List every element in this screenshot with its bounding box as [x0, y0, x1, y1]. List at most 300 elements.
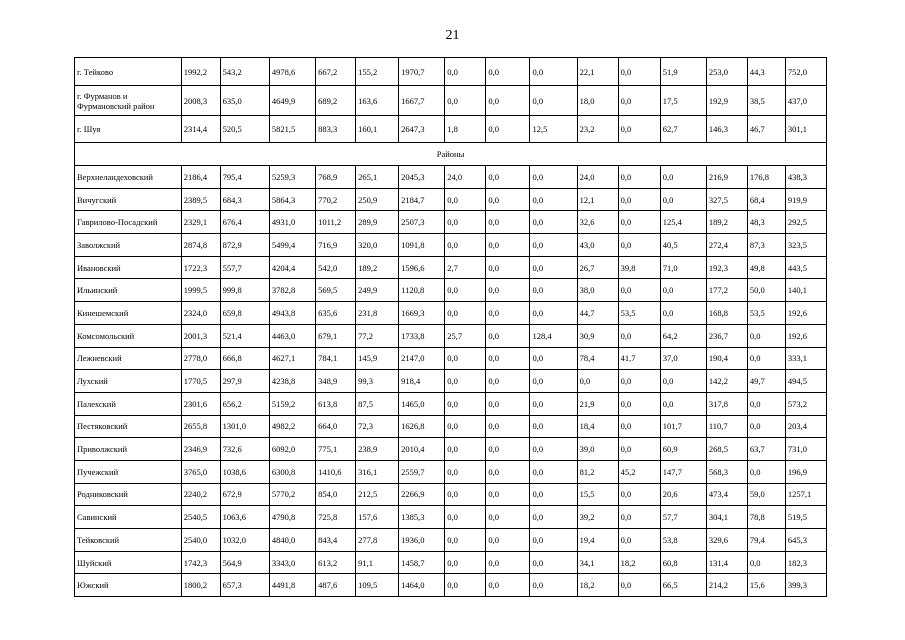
cell-value: 1770,5 — [181, 370, 220, 393]
cell-value: 72,3 — [356, 415, 399, 438]
cell-value: 304,1 — [706, 506, 747, 529]
cell-value: 521,4 — [220, 324, 269, 347]
table-row — [75, 188, 827, 211]
cell-value: 39,0 — [577, 438, 618, 461]
cell-value: 1301,0 — [220, 415, 269, 438]
cell-value: 1970,7 — [399, 58, 445, 86]
table-row — [75, 302, 827, 325]
cell-value: 0,0 — [445, 483, 486, 506]
cell-value: 0,0 — [486, 415, 530, 438]
cell-value: 78,4 — [577, 347, 618, 370]
cell-value: 0,0 — [445, 302, 486, 325]
cell-value: 18,4 — [577, 415, 618, 438]
cell-value: 214,2 — [706, 574, 747, 597]
cell-value: 854,0 — [316, 483, 356, 506]
cell-value: 0,0 — [486, 392, 530, 415]
cell-value: 3765,0 — [181, 460, 220, 483]
cell-value: 1669,3 — [399, 302, 445, 325]
cell-value: 784,1 — [316, 347, 356, 370]
cell-value: 2010,4 — [399, 438, 445, 461]
cell-value: 20,6 — [660, 483, 706, 506]
cell-value: 2540,0 — [181, 529, 220, 552]
cell-value: 2045,3 — [399, 166, 445, 189]
cell-value: 46,7 — [747, 116, 785, 143]
cell-value: 656,2 — [220, 392, 269, 415]
row-name: Ивановский — [75, 256, 182, 279]
cell-value: 160,1 — [356, 116, 399, 143]
row-name: Савинский — [75, 506, 182, 529]
cell-value: 316,1 — [356, 460, 399, 483]
row-name: Лухский — [75, 370, 182, 393]
cell-value: 443,5 — [785, 256, 826, 279]
cell-value: 203,4 — [785, 415, 826, 438]
cell-value: 543,2 — [220, 58, 269, 86]
table-body-districts — [75, 166, 827, 597]
cell-value: 0,0 — [530, 392, 577, 415]
cell-value: 1410,6 — [316, 460, 356, 483]
cell-value: 1667,7 — [399, 86, 445, 116]
cell-value: 12,5 — [530, 116, 577, 143]
cell-value: 0,0 — [530, 415, 577, 438]
cell-value: 0,0 — [445, 58, 486, 86]
cell-value: 0,0 — [530, 483, 577, 506]
cell-value: 1464,0 — [399, 574, 445, 597]
cell-value: 1458,7 — [399, 551, 445, 574]
cell-value: 0,0 — [530, 347, 577, 370]
cell-value: 43,0 — [577, 234, 618, 257]
row-name: г. Тейково — [75, 58, 182, 86]
cell-value: 277,8 — [356, 529, 399, 552]
cell-value: 0,0 — [445, 506, 486, 529]
cell-value: 131,4 — [706, 551, 747, 574]
cell-value: 1091,8 — [399, 234, 445, 257]
cell-value: 60,8 — [660, 551, 706, 574]
cell-value: 168,8 — [706, 302, 747, 325]
cell-value: 3782,8 — [269, 279, 315, 302]
cell-value: 725,8 — [316, 506, 356, 529]
cell-value: 0,0 — [618, 116, 660, 143]
cell-value: 775,1 — [316, 438, 356, 461]
table-row — [75, 86, 827, 116]
cell-value: 0,0 — [530, 460, 577, 483]
cell-value: 51,9 — [660, 58, 706, 86]
cell-value: 0,0 — [660, 166, 706, 189]
cell-value: 21,9 — [577, 392, 618, 415]
row-name: Пестяковский — [75, 415, 182, 438]
cell-value: 0,0 — [530, 256, 577, 279]
table-row — [75, 483, 827, 506]
cell-value: 323,5 — [785, 234, 826, 257]
cell-value: 45,2 — [618, 460, 660, 483]
row-name: Вичугский — [75, 188, 182, 211]
cell-value: 0,0 — [445, 370, 486, 393]
cell-value: 0,0 — [445, 211, 486, 234]
cell-value: 0,0 — [445, 438, 486, 461]
cell-value: 38,0 — [577, 279, 618, 302]
cell-value: 24,0 — [445, 166, 486, 189]
cell-value: 289,9 — [356, 211, 399, 234]
cell-value: 2147,0 — [399, 347, 445, 370]
cell-value: 2,7 — [445, 256, 486, 279]
row-name: Кинешемский — [75, 302, 182, 325]
row-name: Палехский — [75, 392, 182, 415]
cell-value: 320,0 — [356, 234, 399, 257]
cell-value: 0,0 — [660, 392, 706, 415]
row-name: Приволжский — [75, 438, 182, 461]
cell-value: 50,0 — [747, 279, 785, 302]
cell-value: 0,0 — [486, 460, 530, 483]
cell-value: 2559,7 — [399, 460, 445, 483]
cell-value: 399,3 — [785, 574, 826, 597]
cell-value: 635,0 — [220, 86, 269, 116]
table-row — [75, 324, 827, 347]
section-row — [75, 143, 827, 166]
cell-value: 2001,3 — [181, 324, 220, 347]
cell-value: 297,9 — [220, 370, 269, 393]
row-name: Ильинский — [75, 279, 182, 302]
cell-value: 4491,8 — [269, 574, 315, 597]
cell-value: 0,0 — [530, 188, 577, 211]
cell-value: 109,5 — [356, 574, 399, 597]
cell-value: 0,0 — [618, 234, 660, 257]
table-row — [75, 279, 827, 302]
cell-value: 40,5 — [660, 234, 706, 257]
cell-value: 44,3 — [747, 58, 785, 86]
cell-value: 2240,2 — [181, 483, 220, 506]
cell-value: 1733,8 — [399, 324, 445, 347]
cell-value: 177,2 — [706, 279, 747, 302]
cell-value: 231,8 — [356, 302, 399, 325]
cell-value: 1626,8 — [399, 415, 445, 438]
cell-value: 190,4 — [706, 347, 747, 370]
cell-value: 679,1 — [316, 324, 356, 347]
cell-value: 68,4 — [747, 188, 785, 211]
cell-value: 0,0 — [486, 279, 530, 302]
cell-value: 0,0 — [660, 370, 706, 393]
cell-value: 752,0 — [785, 58, 826, 86]
cell-value: 250,9 — [356, 188, 399, 211]
cell-value: 189,2 — [356, 256, 399, 279]
cell-value: 557,7 — [220, 256, 269, 279]
cell-value: 2647,3 — [399, 116, 445, 143]
cell-value: 2266,9 — [399, 483, 445, 506]
cell-value: 2184,7 — [399, 188, 445, 211]
cell-value: 12,1 — [577, 188, 618, 211]
cell-value: 301,1 — [785, 116, 826, 143]
cell-value: 39,8 — [618, 256, 660, 279]
cell-value: 53,5 — [618, 302, 660, 325]
cell-value: 99,3 — [356, 370, 399, 393]
cell-value: 25,7 — [445, 324, 486, 347]
cell-value: 0,0 — [445, 529, 486, 552]
cell-value: 0,0 — [747, 347, 785, 370]
row-name: Родниковский — [75, 483, 182, 506]
cell-value: 0,0 — [445, 234, 486, 257]
cell-value: 645,3 — [785, 529, 826, 552]
cell-value: 613,8 — [316, 392, 356, 415]
cell-value: 2778,0 — [181, 347, 220, 370]
cell-value: 2655,8 — [181, 415, 220, 438]
cell-value: 18,2 — [577, 574, 618, 597]
cell-value: 0,0 — [530, 279, 577, 302]
cell-value: 919,9 — [785, 188, 826, 211]
cell-value: 0,0 — [445, 415, 486, 438]
cell-value: 0,0 — [618, 188, 660, 211]
cell-value: 1257,1 — [785, 483, 826, 506]
cell-value: 0,0 — [486, 188, 530, 211]
cell-value: 0,0 — [530, 302, 577, 325]
cell-value: 142,2 — [706, 370, 747, 393]
cell-value: 731,0 — [785, 438, 826, 461]
cell-value: 684,3 — [220, 188, 269, 211]
row-name: г. Фурманов и Фурмановский район — [75, 86, 182, 116]
cell-value: 569,5 — [316, 279, 356, 302]
table-row — [75, 166, 827, 189]
cell-value: 71,0 — [660, 256, 706, 279]
cell-value: 2324,0 — [181, 302, 220, 325]
cell-value: 487,6 — [316, 574, 356, 597]
cell-value: 1742,3 — [181, 551, 220, 574]
cell-value: 4931,0 — [269, 211, 315, 234]
table-row — [75, 256, 827, 279]
cell-value: 732,6 — [220, 438, 269, 461]
cell-value: 0,0 — [660, 279, 706, 302]
cell-value: 0,0 — [445, 460, 486, 483]
row-name: Заволжский — [75, 234, 182, 257]
cell-value: 216,9 — [706, 166, 747, 189]
cell-value: 0,0 — [530, 370, 577, 393]
cell-value: 15,5 — [577, 483, 618, 506]
cell-value: 883,3 — [316, 116, 356, 143]
cell-value: 0,0 — [445, 86, 486, 116]
cell-value: 91,1 — [356, 551, 399, 574]
cell-value: 4649,9 — [269, 86, 315, 116]
cell-value: 3343,0 — [269, 551, 315, 574]
cell-value: 53,5 — [747, 302, 785, 325]
cell-value: 37,0 — [660, 347, 706, 370]
row-name: Южский — [75, 574, 182, 597]
cell-value: 110,7 — [706, 415, 747, 438]
cell-value: 147,7 — [660, 460, 706, 483]
cell-value: 348,9 — [316, 370, 356, 393]
cell-value: 0,0 — [486, 574, 530, 597]
cell-value: 64,2 — [660, 324, 706, 347]
cell-value: 0,0 — [747, 460, 785, 483]
table-section — [75, 143, 827, 166]
cell-value: 26,7 — [577, 256, 618, 279]
table-row — [75, 234, 827, 257]
table-row — [75, 551, 827, 574]
cell-value: 2329,1 — [181, 211, 220, 234]
cell-value: 519,5 — [785, 506, 826, 529]
cell-value: 843,4 — [316, 529, 356, 552]
row-name: Пучежский — [75, 460, 182, 483]
cell-value: 0,0 — [486, 58, 530, 86]
cell-value: 192,6 — [785, 324, 826, 347]
cell-value: 30,9 — [577, 324, 618, 347]
cell-value: 23,2 — [577, 116, 618, 143]
cell-value: 268,5 — [706, 438, 747, 461]
table-row — [75, 347, 827, 370]
cell-value: 15,6 — [747, 574, 785, 597]
cell-value: 918,4 — [399, 370, 445, 393]
cell-value: 44,7 — [577, 302, 618, 325]
cell-value: 520,5 — [220, 116, 269, 143]
cell-value: 79,4 — [747, 529, 785, 552]
cell-value: 57,7 — [660, 506, 706, 529]
cell-value: 140,1 — [785, 279, 826, 302]
cell-value: 4943,8 — [269, 302, 315, 325]
cell-value: 0,0 — [486, 347, 530, 370]
cell-value: 5864,3 — [269, 188, 315, 211]
table-row — [75, 415, 827, 438]
cell-value: 0,0 — [747, 551, 785, 574]
cell-value: 0,0 — [445, 347, 486, 370]
cell-value: 192,3 — [706, 256, 747, 279]
cell-value: 18,0 — [577, 86, 618, 116]
cell-value: 77,2 — [356, 324, 399, 347]
cell-value: 770,2 — [316, 188, 356, 211]
cell-value: 0,0 — [486, 324, 530, 347]
table-row — [75, 438, 827, 461]
cell-value: 317,8 — [706, 392, 747, 415]
cell-value: 0,0 — [747, 324, 785, 347]
table-body-cities — [75, 58, 827, 143]
cell-value: 1465,0 — [399, 392, 445, 415]
cell-value: 0,0 — [486, 211, 530, 234]
cell-value: 0,0 — [618, 415, 660, 438]
cell-value: 0,0 — [618, 211, 660, 234]
cell-value: 5259,3 — [269, 166, 315, 189]
cell-value: 0,0 — [660, 188, 706, 211]
cell-value: 542,0 — [316, 256, 356, 279]
cell-value: 236,7 — [706, 324, 747, 347]
cell-value: 795,4 — [220, 166, 269, 189]
row-name: Гаврилово-Посадский — [75, 211, 182, 234]
cell-value: 0,0 — [618, 392, 660, 415]
cell-value: 101,7 — [660, 415, 706, 438]
cell-value: 6300,8 — [269, 460, 315, 483]
cell-value: 48,3 — [747, 211, 785, 234]
cell-value: 4840,0 — [269, 529, 315, 552]
cell-value: 0,0 — [618, 574, 660, 597]
cell-value: 66,5 — [660, 574, 706, 597]
cell-value: 0,0 — [530, 166, 577, 189]
cell-value: 34,1 — [577, 551, 618, 574]
row-name: Верхнеландеховский — [75, 166, 182, 189]
cell-value: 2874,8 — [181, 234, 220, 257]
row-name: Тейковский — [75, 529, 182, 552]
cell-value: 0,0 — [486, 438, 530, 461]
cell-value: 0,0 — [747, 392, 785, 415]
cell-value: 0,0 — [530, 506, 577, 529]
cell-value: 2389,5 — [181, 188, 220, 211]
cell-value: 0,0 — [618, 279, 660, 302]
cell-value: 2507,3 — [399, 211, 445, 234]
row-name: Шуйский — [75, 551, 182, 574]
cell-value: 0,0 — [747, 415, 785, 438]
cell-value: 0,0 — [618, 324, 660, 347]
cell-value: 0,0 — [486, 256, 530, 279]
cell-value: 437,0 — [785, 86, 826, 116]
cell-value: 0,0 — [618, 166, 660, 189]
row-name: Лежневский — [75, 347, 182, 370]
cell-value: 0,0 — [530, 529, 577, 552]
cell-value: 87,5 — [356, 392, 399, 415]
cell-value: 5159,2 — [269, 392, 315, 415]
cell-value: 2314,4 — [181, 116, 220, 143]
cell-value: 872,9 — [220, 234, 269, 257]
cell-value: 145,9 — [356, 347, 399, 370]
cell-value: 438,3 — [785, 166, 826, 189]
section-label: Районы — [75, 143, 827, 166]
cell-value: 657,3 — [220, 574, 269, 597]
table-row — [75, 58, 827, 86]
cell-value: 22,1 — [577, 58, 618, 86]
cell-value: 238,9 — [356, 438, 399, 461]
cell-value: 0,0 — [486, 302, 530, 325]
cell-value: 0,0 — [486, 506, 530, 529]
cell-value: 5770,2 — [269, 483, 315, 506]
cell-value: 0,0 — [445, 551, 486, 574]
cell-value: 192,9 — [706, 86, 747, 116]
cell-value: 24,0 — [577, 166, 618, 189]
cell-value: 62,7 — [660, 116, 706, 143]
cell-value: 1722,3 — [181, 256, 220, 279]
table-row — [75, 529, 827, 552]
cell-value: 176,8 — [747, 166, 785, 189]
cell-value: 18,2 — [618, 551, 660, 574]
cell-value: 667,2 — [316, 58, 356, 86]
cell-value: 128,4 — [530, 324, 577, 347]
cell-value: 1038,6 — [220, 460, 269, 483]
cell-value: 0,0 — [445, 279, 486, 302]
cell-value: 4982,2 — [269, 415, 315, 438]
cell-value: 0,0 — [618, 370, 660, 393]
cell-value: 672,9 — [220, 483, 269, 506]
cell-value: 0,0 — [618, 506, 660, 529]
cell-value: 0,0 — [486, 116, 530, 143]
cell-value: 1120,8 — [399, 279, 445, 302]
cell-value: 249,9 — [356, 279, 399, 302]
cell-value: 573,2 — [785, 392, 826, 415]
cell-value: 0,0 — [530, 551, 577, 574]
cell-value: 2346,9 — [181, 438, 220, 461]
cell-value: 53,8 — [660, 529, 706, 552]
cell-value: 635,6 — [316, 302, 356, 325]
cell-value: 0,0 — [486, 86, 530, 116]
cell-value: 5821,5 — [269, 116, 315, 143]
cell-value: 0,0 — [530, 234, 577, 257]
cell-value: 0,0 — [445, 188, 486, 211]
cell-value: 163,6 — [356, 86, 399, 116]
cell-value: 4627,1 — [269, 347, 315, 370]
table-row — [75, 506, 827, 529]
cell-value: 78,8 — [747, 506, 785, 529]
cell-value: 329,6 — [706, 529, 747, 552]
cell-value: 0,0 — [486, 234, 530, 257]
cell-value: 157,6 — [356, 506, 399, 529]
cell-value: 60,9 — [660, 438, 706, 461]
cell-value: 212,5 — [356, 483, 399, 506]
cell-value: 4238,8 — [269, 370, 315, 393]
cell-value: 0,0 — [618, 86, 660, 116]
cell-value: 192,6 — [785, 302, 826, 325]
cell-value: 568,3 — [706, 460, 747, 483]
cell-value: 146,3 — [706, 116, 747, 143]
cell-value: 659,8 — [220, 302, 269, 325]
cell-value: 0,0 — [618, 483, 660, 506]
